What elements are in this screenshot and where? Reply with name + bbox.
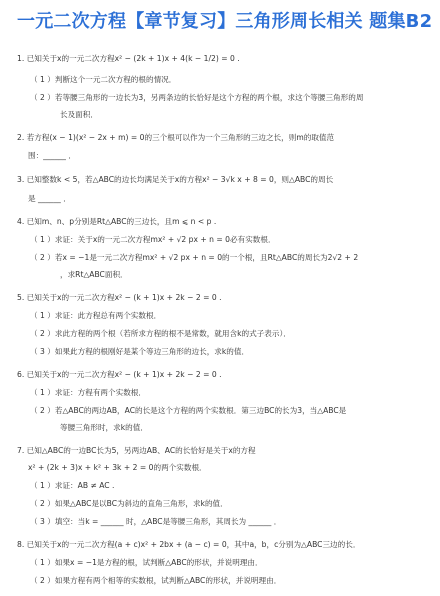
continuation-line: 围：______ ． [28,151,76,160]
sub-question-line: （ 3 ）如果此方程的根刚好是某个等边三角形的边长，求k的值． [30,347,250,356]
sub-question-line: （ 2 ）如果方程有两个相等的实数根，试判断△ABC的形状，并说明理由． [30,576,282,585]
continuation-line: x² + (2k + 3)x + k² + 3k + 2 = 0的两个实数根． [28,463,207,472]
question-line: 6. 已知关于x的一元二次方程x² − (k + 1)x + 2k − 2 = 0 . [17,370,222,379]
page-title: 一元二次方程【章节复习】三角形周长相关 题集B2 [17,11,433,32]
sub-question-line: （ 1 ）求证：此方程总有两个实数根． [30,311,162,320]
sub-question-line: （ 2 ）若x = −1是一元二次方程mx² + √2 px + n = 0的一个根，且Rt△ABC的周长为2√2 + 2 [30,253,359,262]
sub-question-line: （ 2 ）如果△ABC是以BC为斜边的直角三角形，求k的值． [30,499,228,508]
sub-question-line: （ 1 ）判断这个一元二次方程的根的情况． [30,75,177,84]
continuation-line: 是 ______ ． [28,194,71,203]
question-line: 2. 若方程(x − 1)(x² − 2x + m) = 0的三个根可以作为一个三角形的三边之长，则m的取值范 [17,133,335,142]
sub-question-line: （ 2 ）求此方程的两个根（若所求方程的根不是常数，就用含k的式子表示）． [30,329,291,338]
question-line: 7. 已知△ABC的一边BC长为5，另两边AB、AC的长恰好是关于x的方程 [17,446,256,455]
sub-question-line: （ 1 ）求证：方程有两个实数根． [30,388,146,397]
sub-question-line: （ 2 ）若等腰三角形的一边长为3，另两条边的长恰好是这个方程的两个根，求这个等腰三角形的周 [30,93,364,102]
continuation-line: ，求Rt△ABC面积． [60,270,128,279]
sub-question-line: （ 3 ）填空：当k = ______ 时，△ABC是等腰三角形，其周长为 ______ ． [30,517,282,526]
sub-question-line: （ 1 ）如果x = −1是方程的根，试判断△ABC的形状，并说明理由． [30,558,263,567]
continuation-line: 长及面积． [60,110,98,119]
sub-question-line: （ 1 ）求证：关于x的一元二次方程mx² + √2 px + n = 0必有实数根． [30,235,276,244]
sub-question-line: （ 1 ）求证：AB ≠ AC . [30,481,115,490]
question-line: 8. 已知关于x的一元二次方程(a + c)x² + 2bx + (a − c) = 0，其中a，b，c分别为△ABC三边的长． [17,540,361,549]
sub-question-line: （ 2 ）若△ABC的两边AB，AC的长是这个方程的两个实数根．第三边BC的长为3，当△ABC是 [30,406,347,415]
question-line: 1. 已知关于x的一元二次方程x² − (2k + 1)x + 4(k − 1/2) = 0 . [17,54,240,63]
question-line: 4. 已知m、n、p分别是Rt△ABC的三边长，且m ⩽ n < p . [17,217,217,226]
question-line: 3. 已知整数k < 5，若△ABC的边长均满足关于x的方程x² − 3√k x + 8 = 0，则△ABC的周长 [17,175,334,184]
continuation-line: 等腰三角形时，求k的值． [60,423,148,432]
question-line: 5. 已知关于x的一元二次方程x² − (k + 1)x + 2k − 2 = 0 . [17,293,222,302]
